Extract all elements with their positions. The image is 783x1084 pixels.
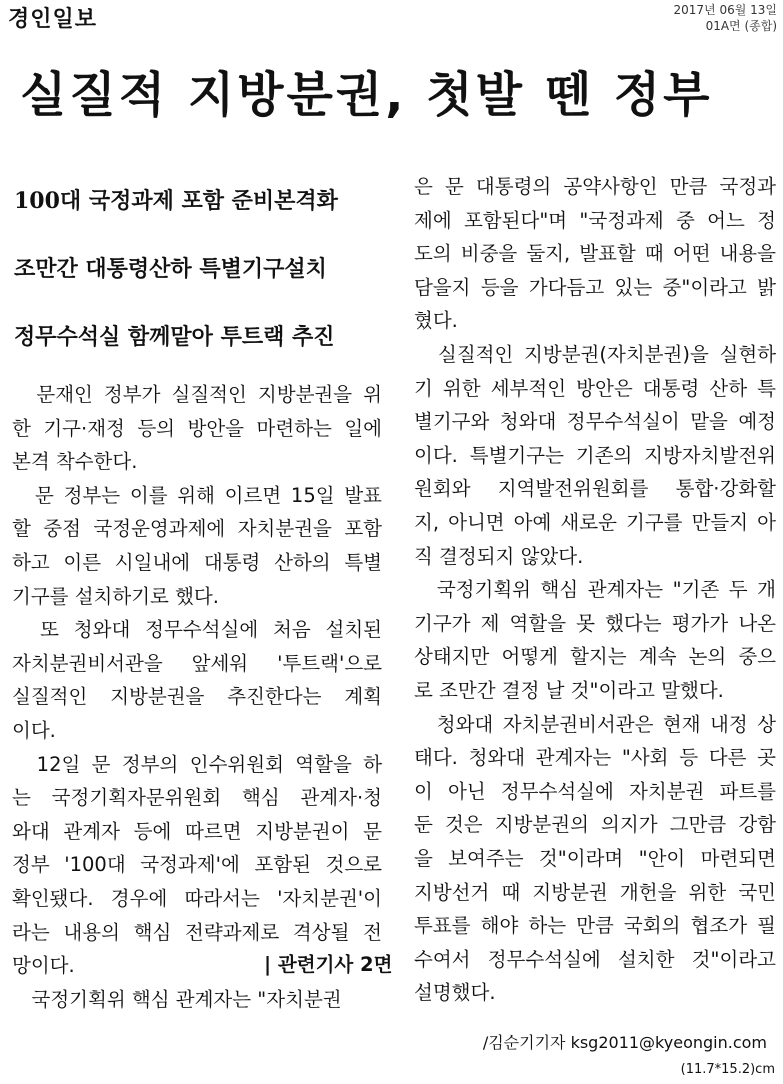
byline: /김순기기자 ksg2011@kyeongin.com <box>482 1033 767 1052</box>
text-line: 문 정부는 이를 위해 이르면 15일 발표 <box>12 483 382 507</box>
text-line: 로 조만간 결정 날 것"이라고 말했다. <box>414 679 724 702</box>
page-section: 01A면 (종합) <box>705 19 777 33</box>
issue-date: 2017년 06월 13일 <box>673 3 777 17</box>
text-line: 본격 착수한다. <box>12 450 138 474</box>
text-line: 제에 포함된다"며 "국정과제 중 어느 정 <box>414 208 776 232</box>
text-line: 을 보여주는 것"이라며 "안이 마련되면 <box>414 847 776 870</box>
subhead-1: 100대 국정과제 포함 준비본격화 <box>14 188 338 214</box>
text-line: 확인됐다. 경우에 따라서는 '자치분권'이 <box>12 887 382 910</box>
text-line: 청와대 자치분권비서관은 현재 내정 상 <box>414 712 776 736</box>
text-line: 은 문 대통령의 공약사항인 만큼 국정과 <box>414 175 776 198</box>
text-line: 지방선거 때 지방분권 개헌을 위한 국민 <box>414 880 776 904</box>
text-line: 원회와 지역발전위원회를 통합·강화할 <box>414 477 776 501</box>
text-line: 문재인 정부가 실질적인 지방분권을 위 <box>12 383 382 406</box>
text-line: 기구를 설치하기로 했다. <box>12 584 219 608</box>
text-line: 실질적인 지방분권을 추진한다는 계획 <box>12 685 382 709</box>
text-line: 이다. 특별기구는 기존의 지방자치발전위 <box>414 443 776 467</box>
text-line: 지, 아니면 아예 새로운 기구를 만들지 아 <box>414 511 776 534</box>
subhead-3: 정무수석실 함께맡아 투트랙 추진 <box>14 324 335 350</box>
text-line: 실질적인 지방분권(자치분권)을 실현하 <box>414 343 776 366</box>
newspaper-masthead: 경인일보 <box>8 7 98 32</box>
text-line: 기구가 제 역할을 못 했다는 평가가 나온 <box>414 611 776 635</box>
text-line: 혔다. <box>414 309 458 333</box>
text-line: 와대 관계자 등에 따르면 지방분권이 문 <box>12 819 382 843</box>
text-line: 별기구와 청와대 정무수석실이 맡을 예정 <box>414 410 776 434</box>
text-line: 하고 이른 시일내에 대통령 산하의 특별 <box>12 551 382 574</box>
headline: 실질적 지방분권, 첫발 뗀 정부 <box>20 67 713 123</box>
text-line: 담을지 등을 가다듬고 있는 중"이라고 밝 <box>414 275 776 299</box>
text-line: 도의 비중을 둘지, 발표할 때 어떤 내용을 <box>414 242 776 266</box>
text-line: 자치분권비서관을 앞세워 '투트랙'으로 <box>12 651 382 675</box>
text-line: 기 위한 세부적인 방안은 대통령 산하 특 <box>414 376 776 400</box>
text-line: 국정기획위 핵심 관계자는 "자치분권 <box>12 987 342 1011</box>
text-line: 태다. 청와대 관계자는 "사회 등 다른 곳 <box>414 746 776 770</box>
text-line: 한 기구·재정 등의 방안을 마련하는 일에 <box>12 416 382 440</box>
text-line: 둔 것은 지방분권의 의지가 그만큼 강함 <box>414 813 776 837</box>
subhead-2: 조만간 대통령산하 특별기구설치 <box>14 256 327 282</box>
text-line: 할 중점 국정운영과제에 자치분권을 포함 <box>12 517 382 541</box>
text-line: 국정기획위 핵심 관계자는 "기존 두 개 <box>414 578 776 602</box>
related-article-ref[interactable]: | 관련기사 2면 <box>264 953 393 976</box>
text-line: 이 아닌 정무수석실에 자치분권 파트를 <box>414 779 776 803</box>
text-line: 12일 문 정부의 인수위원회 역할을 하 <box>12 752 382 776</box>
text-line: 망이다. <box>12 954 75 978</box>
text-line: 라는 내용의 핵심 전략과제로 격상될 전 <box>12 920 382 944</box>
text-line: 설명했다. <box>414 981 496 1005</box>
text-line: 수여서 정무수석실에 설치한 것"이라고 <box>414 947 776 971</box>
article-size-note: (11.7*15.2)cm <box>680 1062 775 1077</box>
text-line: 이다. <box>12 719 56 742</box>
text-line: 상태지만 어떻게 할지는 계속 논의 중으 <box>414 645 776 669</box>
text-line: 는 국정기획자문위원회 핵심 관계자·청 <box>12 786 382 810</box>
text-line: 직 결정되지 않았다. <box>414 544 584 568</box>
text-line: 또 청와대 정무수석실에 처음 설치된 <box>12 618 382 642</box>
issue-meta <box>674 2 777 34</box>
text-line: 정부 '100대 국정과제'에 포함된 것으로 <box>12 853 382 877</box>
text-line: 투표를 해야 하는 만큼 국회의 협조가 필 <box>414 914 776 938</box>
